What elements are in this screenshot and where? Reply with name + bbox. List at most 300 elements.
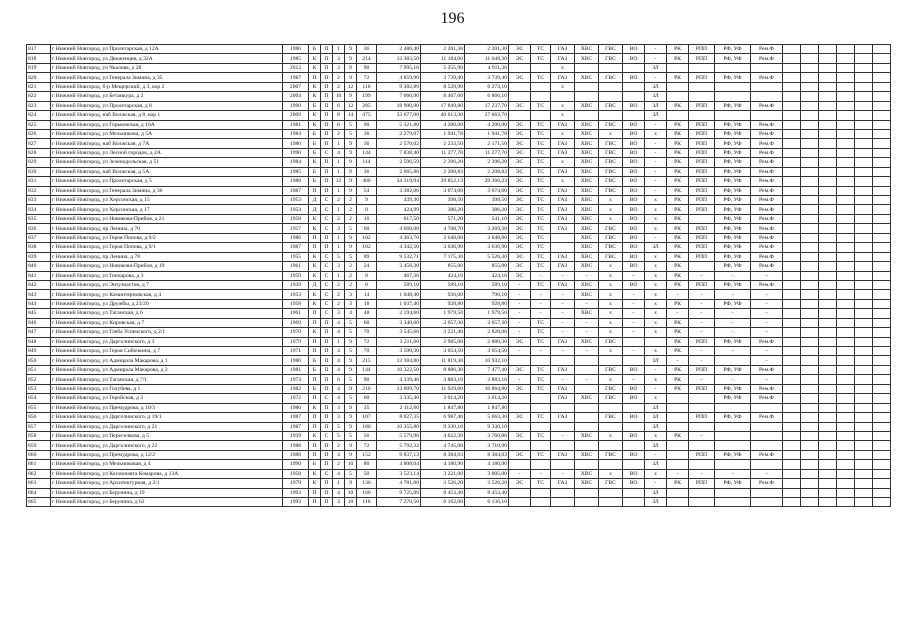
table-row (27, 441, 891, 450)
table-cell: ГВС (599, 73, 623, 82)
table-cell: РПП (689, 177, 715, 186)
table-cell: РК (667, 252, 689, 261)
table-cell: - (645, 45, 667, 54)
empty-cell (801, 63, 819, 72)
table-cell (689, 403, 715, 412)
table-cell: ГВС (599, 413, 623, 422)
table-cell: - (689, 469, 715, 478)
table-cell: г Нижний Новгород, ул Дарголинского, д 22 (51, 441, 283, 450)
empty-cell (873, 498, 891, 507)
table-cell: 4 (345, 309, 357, 318)
table-cell (531, 422, 551, 431)
table-cell: 1958 (283, 469, 309, 478)
table-cell: - (531, 347, 551, 356)
table-cell: 9 (345, 167, 357, 176)
empty-cell (819, 262, 837, 271)
table-cell: 6 866,10 (465, 92, 509, 101)
table-cell: ХВС (575, 431, 599, 440)
table-cell: ВО (623, 262, 645, 271)
table-cell: РФ, УФ (715, 214, 751, 223)
empty-cell (801, 450, 819, 459)
table-cell: ГАЗ (551, 45, 575, 54)
empty-cell (819, 299, 837, 308)
table-cell: - (551, 347, 575, 356)
table-cell (531, 394, 551, 403)
table-row (27, 337, 891, 346)
table-cell: 9 (345, 479, 357, 488)
empty-cell (855, 243, 873, 252)
empty-cell (837, 262, 855, 271)
table-cell: РПП (689, 337, 715, 346)
table-cell (551, 233, 575, 242)
empty-cell (783, 384, 801, 393)
table-cell (623, 92, 645, 101)
table-cell: РК (667, 479, 689, 488)
table-cell: 7 175,30 (421, 252, 465, 261)
empty-cell (837, 460, 855, 469)
empty-cell (873, 129, 891, 138)
table-cell (599, 460, 623, 469)
table-cell: 102 (357, 243, 377, 252)
table-cell: г Нижний Новгород, ул Бетанкура, д 2 (51, 92, 283, 101)
table-cell: П (321, 92, 333, 101)
empty-cell (819, 224, 837, 233)
table-cell: К (309, 431, 321, 440)
table-cell: ЭС (509, 148, 531, 157)
table-cell: 1955 (283, 252, 309, 261)
table-cell: РФ, УФ (715, 479, 751, 488)
table-cell: 1985 (283, 54, 309, 63)
table-cell: 9 (345, 54, 357, 63)
table-cell: г Нижний Новгород, ул Дарголинского, д 19/1 (51, 413, 283, 422)
table-cell: - (531, 290, 551, 299)
table-cell: 214 (357, 54, 377, 63)
table-cell: 830 (27, 167, 51, 176)
table-cell: РК (667, 167, 689, 176)
table-cell: 9 (345, 63, 357, 72)
table-cell: 4 342,50 (377, 243, 421, 252)
empty-cell (819, 422, 837, 431)
table-cell: Рем.Ф (751, 101, 783, 110)
table-cell: 3 074,60 (465, 186, 509, 195)
table-cell: ВО (623, 186, 645, 195)
table-cell: 4 781,00 (377, 479, 421, 488)
table-cell: 4 708,70 (421, 224, 465, 233)
table-cell: П (321, 403, 333, 412)
empty-cell (819, 120, 837, 129)
empty-cell (855, 271, 873, 280)
table-cell: 1953 (283, 290, 309, 299)
table-cell: К (309, 111, 321, 120)
empty-cell (855, 63, 873, 72)
table-cell: 3 054,50 (421, 347, 465, 356)
table-cell: ВО (623, 205, 645, 214)
table-cell: РФ, УФ (715, 45, 751, 54)
empty-cell (855, 347, 873, 356)
table-cell: 180 (357, 422, 377, 431)
table-cell (689, 63, 715, 72)
empty-cell (837, 214, 855, 223)
empty-cell (801, 356, 819, 365)
empty-cell (837, 186, 855, 195)
table-cell: ТС (531, 450, 551, 459)
table-cell: ХВС (575, 148, 599, 157)
table-cell: ЗЛ (645, 460, 667, 469)
empty-cell (819, 45, 837, 54)
table-cell: ТС (531, 328, 551, 337)
table-cell: 1988 (283, 441, 309, 450)
table-cell: 7 838,40 (377, 148, 421, 157)
table-cell (751, 82, 783, 91)
table-cell: х (599, 262, 623, 271)
table-cell: г Нижний Новгород, ул Движенцев, д 32А (51, 54, 283, 63)
empty-cell (873, 318, 891, 327)
empty-cell (837, 45, 855, 54)
table-cell: ГВС (599, 148, 623, 157)
table-cell: 841 (27, 271, 51, 280)
table-cell: 1982 (283, 384, 309, 393)
empty-cell (783, 82, 801, 91)
table-cell: 2009 (283, 111, 309, 120)
table-cell: 70 (357, 328, 377, 337)
table-cell: х (599, 290, 623, 299)
table-cell: 9 (345, 92, 357, 101)
table-cell: х (645, 431, 667, 440)
table-cell: ВО (623, 73, 645, 82)
table-cell: РК (667, 375, 689, 384)
table-cell: х (645, 214, 667, 223)
table-cell (575, 92, 599, 101)
table-row (27, 233, 891, 242)
table-cell: ГАЗ (551, 479, 575, 488)
empty-cell (855, 488, 873, 497)
table-cell (667, 92, 689, 101)
table-cell: ВО (623, 167, 645, 176)
table-cell: РК (667, 431, 689, 440)
table-cell: - (575, 318, 599, 327)
table-cell: г Нижний Новгород, пр Ленина, д 78 (51, 252, 283, 261)
table-cell: 9 (345, 177, 357, 186)
table-cell: К (309, 328, 321, 337)
table-cell: 3 (333, 413, 345, 422)
empty-cell (855, 337, 873, 346)
table-cell: 3 074,60 (421, 186, 465, 195)
table-cell: 1953 (283, 205, 309, 214)
empty-cell (783, 177, 801, 186)
table-cell: х (645, 299, 667, 308)
table-cell: 3 590,30 (377, 347, 421, 356)
table-cell: 617,50 (377, 214, 421, 223)
table-cell: К (309, 63, 321, 72)
table-cell: 1988 (283, 450, 309, 459)
empty-cell (855, 262, 873, 271)
table-cell: РК (667, 299, 689, 308)
table-cell: ТС (531, 262, 551, 271)
page-number: 196 (440, 10, 465, 27)
table-cell (575, 413, 599, 422)
table-cell: 2 486,40 (377, 45, 421, 54)
empty-cell (783, 233, 801, 242)
empty-cell (837, 356, 855, 365)
empty-cell (801, 299, 819, 308)
empty-cell (837, 148, 855, 157)
table-cell: 817 (27, 45, 51, 54)
empty-cell (783, 214, 801, 223)
table-cell: 2 596,59 (377, 158, 421, 167)
table-cell: 2 (333, 82, 345, 91)
table-cell: 10 (345, 460, 357, 469)
table-cell: ЭС (509, 271, 531, 280)
table-cell: х (551, 82, 575, 91)
empty-cell (873, 63, 891, 72)
table-cell: - (575, 299, 599, 308)
table-cell: 818 (27, 54, 51, 63)
empty-cell (837, 177, 855, 186)
empty-cell (783, 469, 801, 478)
table-cell (599, 403, 623, 412)
table-cell (509, 92, 531, 101)
table-cell: Рем.Ф (751, 413, 783, 422)
table-cell: 5 (345, 347, 357, 356)
table-cell: 1979 (283, 479, 309, 488)
table-cell: 4 363,70 (377, 233, 421, 242)
empty-cell (801, 290, 819, 299)
table-cell (751, 431, 783, 440)
table-cell: 859 (27, 441, 51, 450)
table-cell: 56 (357, 431, 377, 440)
table-cell: ГАЗ (551, 224, 575, 233)
empty-cell (837, 299, 855, 308)
table-cell (667, 460, 689, 469)
empty-cell (855, 224, 873, 233)
table-cell: ТС (531, 120, 551, 129)
empty-cell (819, 205, 837, 214)
table-cell: РФ, УФ (715, 139, 751, 148)
table-cell: 5 (345, 120, 357, 129)
table-cell (715, 403, 751, 412)
table-cell: ХВС (575, 224, 599, 233)
table-cell (715, 498, 751, 507)
table-row (27, 498, 891, 507)
table-cell: 820 (27, 73, 51, 82)
empty-cell (873, 54, 891, 63)
table-cell: ВО (623, 139, 645, 148)
table-cell: РПП (689, 243, 715, 252)
table-cell: 3 (333, 63, 345, 72)
table-cell: 60 (357, 318, 377, 327)
empty-cell (819, 129, 837, 138)
table-row (27, 290, 891, 299)
table-row (27, 488, 891, 497)
table-cell: 1985 (283, 167, 309, 176)
table-cell: г Нижний Новгород, ул Таганская, д 6 (51, 309, 283, 318)
table-cell: П (321, 45, 333, 54)
table-cell: ЭС (509, 365, 531, 374)
table-cell: 850 (27, 356, 51, 365)
table-cell: - (551, 290, 575, 299)
table-cell: РК (667, 233, 689, 242)
empty-cell (819, 177, 837, 186)
table-cell (551, 460, 575, 469)
table-cell (575, 403, 599, 412)
empty-cell (783, 243, 801, 252)
table-cell: 847 (27, 328, 51, 337)
table-cell: г Нижний Новгород, ул Берунина, д 62 (51, 498, 283, 507)
table-cell: Рем.Ф (751, 54, 783, 63)
table-cell: ГАЗ (551, 167, 575, 176)
table-cell: РФ, УФ (715, 196, 751, 205)
table-cell: 851 (27, 365, 51, 374)
table-cell (531, 92, 551, 101)
table-cell: 1 847,80 (465, 403, 509, 412)
table-cell: - (645, 167, 667, 176)
table-cell: ЭС (509, 413, 531, 422)
table-cell: 852 (27, 375, 51, 384)
empty-cell (783, 63, 801, 72)
empty-cell (873, 413, 891, 422)
table-cell: 844 (27, 299, 51, 308)
empty-cell (819, 214, 837, 223)
table-cell: РФ, УФ (715, 120, 751, 129)
table-cell (531, 441, 551, 450)
table-cell: 11 929,60 (421, 384, 465, 393)
table-cell (531, 356, 551, 365)
table-cell: 11 048,30 (465, 54, 509, 63)
empty-cell (819, 186, 837, 195)
table-cell: РФ, УФ (715, 73, 751, 82)
table-cell (667, 488, 689, 497)
table-cell: Рем.Ф (751, 280, 783, 289)
table-cell: РПП (689, 413, 715, 422)
table-cell: 829 (27, 158, 51, 167)
empty-cell (855, 205, 873, 214)
empty-cell (801, 422, 819, 431)
table-cell: ВО (623, 450, 645, 459)
table-cell: 3 648,00 (421, 233, 465, 242)
table-cell: П (321, 441, 333, 450)
table-cell: 8 (357, 280, 377, 289)
table-row (27, 63, 891, 72)
table-cell: 9 330,10 (421, 422, 465, 431)
table-cell: ВО (623, 413, 645, 422)
empty-cell (855, 498, 873, 507)
table-cell: 1 941,78 (421, 129, 465, 138)
table-cell (551, 92, 575, 101)
table-cell: х (645, 205, 667, 214)
empty-cell (819, 347, 837, 356)
table-cell: ГВС (599, 177, 623, 186)
table-cell: - (715, 290, 751, 299)
table-cell: - (667, 309, 689, 318)
table-cell: ВО (623, 479, 645, 488)
table-cell (531, 498, 551, 507)
table-cell: РПП (689, 120, 715, 129)
table-cell: х (599, 214, 623, 223)
table-cell: С (321, 196, 333, 205)
table-cell: 9 (345, 356, 357, 365)
table-cell: ГАЗ (551, 73, 575, 82)
table-cell: 12 (345, 101, 357, 110)
table-cell: 9 725,09 (377, 488, 421, 497)
table-cell: г Нижний Новгород, ул Херсонская, д 17 (51, 205, 283, 214)
table-cell: 18 (357, 299, 377, 308)
table-cell: 589,10 (421, 280, 465, 289)
table-cell: 4 (333, 469, 345, 478)
table-cell: 29 852,13 (421, 177, 465, 186)
table-cell: П (321, 139, 333, 148)
table-cell: 2 (333, 196, 345, 205)
table-cell (751, 498, 783, 507)
empty-cell (801, 262, 819, 271)
table-cell: ТС (531, 205, 551, 214)
table-cell (751, 403, 783, 412)
table-row (27, 73, 891, 82)
empty-cell (837, 63, 855, 72)
empty-cell (837, 479, 855, 488)
table-cell: - (645, 479, 667, 488)
table-cell: 3 526,20 (465, 479, 509, 488)
empty-cell (801, 375, 819, 384)
table-cell: 107 (357, 413, 377, 422)
empty-cell (783, 262, 801, 271)
table-cell: РК (667, 271, 689, 280)
table-cell: ТС (531, 186, 551, 195)
table-row (27, 318, 891, 327)
table-cell: 855,00 (421, 262, 465, 271)
table-cell: Рем.Ф (751, 73, 783, 82)
table-cell: 4 (333, 356, 345, 365)
table-cell: - (509, 299, 531, 308)
table-cell: 90 (357, 63, 377, 72)
table-cell: 3 648,00 (465, 233, 509, 242)
empty-cell (783, 365, 801, 374)
table-cell: 118 (357, 498, 377, 507)
empty-cell (837, 92, 855, 101)
empty-cell (819, 469, 837, 478)
table-cell: ХВС (575, 243, 599, 252)
empty-cell (855, 299, 873, 308)
table-cell: 160 (357, 488, 377, 497)
empty-cell (819, 488, 837, 497)
empty-cell (873, 375, 891, 384)
table-cell: 2 (345, 205, 357, 214)
table-cell (689, 441, 715, 450)
empty-cell (855, 328, 873, 337)
table-cell: РФ, УФ (715, 167, 751, 176)
table-cell: 6 987,40 (421, 413, 465, 422)
empty-cell (801, 469, 819, 478)
table-cell: РФ, УФ (715, 450, 751, 459)
table-cell: 10 (345, 488, 357, 497)
table-cell: г Нижний Новгород, ул Мельниковая, д 4 (51, 460, 283, 469)
empty-cell (783, 280, 801, 289)
empty-cell (837, 413, 855, 422)
table-cell: 842 (27, 280, 51, 289)
empty-cell (873, 158, 891, 167)
empty-cell (819, 233, 837, 242)
table-cell: х (599, 328, 623, 337)
table-cell: 865 (27, 498, 51, 507)
table-cell: ВО (623, 214, 645, 223)
empty-cell (819, 111, 837, 120)
table-cell: х (645, 347, 667, 356)
table-cell: г Нижний Новгород, ул Коминтерновская, д 4 (51, 290, 283, 299)
empty-cell (855, 73, 873, 82)
table-cell (623, 498, 645, 507)
table-cell: х (645, 252, 667, 261)
table-cell: 466 (357, 177, 377, 186)
table-cell: 4 (333, 450, 345, 459)
